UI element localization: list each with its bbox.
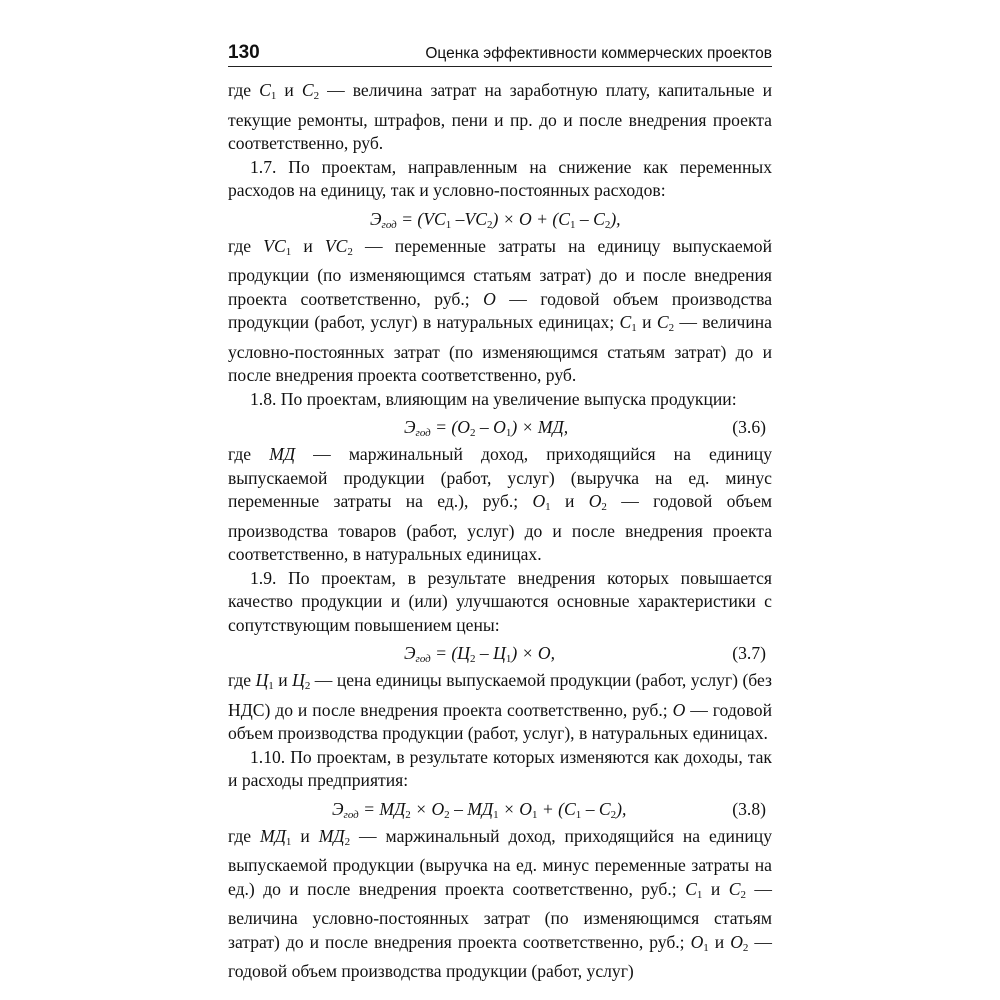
paragraph-definitions-5: где $МД_1$ и $МД_2$ — маржинальный доход, приходящийся на единицу выпускаемой продукции (выручка на ед. минус переменные затраты на ед.) до и после внедрения проекта соответственно, руб.; $С_1$ и $С_2$ — величина условно-постоянных затрат (по изменяющимся статьям затрат) до и после внедрения проекта соответственно, руб.; $О_1$ и $О_2$ — годовой объем производства продукции (работ, услуг) (228, 825, 773, 981)
formula-3-7 (228, 637, 772, 669)
paragraph-item-1-10: 1.10. По проектам, в результате которых изменяются как доходы, так и расходы предприятия: (228, 746, 772, 790)
book-page (228, 40, 772, 984)
formula-expression: $Э_{год} = (О_2 - О_1)$ × МД, (404, 417, 569, 439)
formula-expression: $Э_{год} = (VC_1$ $-VC_2) \times О + (С_1 - С_2)$, (370, 208, 621, 231)
running-header (228, 40, 772, 67)
formula-number: (3.6) (732, 417, 766, 437)
formula-number: (3.7) (732, 643, 766, 663)
paragraph-definitions-1: где $С_1$ и $С_2$ — величина затрат на заработную плату, капитальные и текущие ремонты, штрафов, пени и пр. до и после внедрения проекта соответственно, руб. (228, 80, 773, 153)
paragraph-item-1-8: 1.8. По проектам, влияющим на увеличение выпуска продукции: (250, 388, 737, 409)
paragraph-definitions-4: где $Ц_1$ и $Ц_2$ — цена единицы выпускаемой продукции (работ, услуг) (без НДС) до и после внедрения проекта соответственно, руб.; О — годовой объем производства продукции (работ, услуг), в натуральных единицах. (228, 670, 773, 743)
formula-3-6 (228, 411, 772, 443)
page-number: 130 (228, 42, 260, 63)
formula-expression: $Э_{год} = МД_2 \times О_2 - МД_1 \times О_1 + (С_1 - С_2)$, (332, 798, 627, 821)
paragraph-definitions-2: где $VC_1$ и $VC_2$ — переменные затраты на единицу выпускаемой продукции (по изменяющимся статьям затрат) до и после внедрения проекта соответственно, руб.; О — годовой объем производства продукции (работ, услуг) в натуральных единицах; $С_1$ и $С_2$ — величина условно-постоянных затрат (по изменяющимся статьям затрат) до и после внедрения проекта соответственно, руб. (228, 235, 773, 385)
formula-number: (3.8) (732, 798, 766, 819)
page-body (228, 79, 772, 984)
paragraph-item-1-9: 1.9. По проектам, в результате внедрения которых повышается качество продукции и (или) улучшаются основные характеристики с сопутствующим повышением цены: (228, 567, 772, 635)
paragraph-item-1-7: 1.7. По проектам, направленным на снижение как переменных расходов на единицу, так и условно-постоянных расходов: (228, 156, 772, 200)
formula-expression: $Э_{год} = (Ц_2 - Ц_1) \times О$, (404, 643, 555, 665)
paragraph-definitions-3: где МД — маржинальный доход, приходящийся на единицу выпускаемой продукции (работ, услуг) (выручка на ед. минус переменные затраты на ед.), руб.; $О_1$ и $О_2$ — годовой объем производства товаров (работ, услуг) до и после внедрения проекта соответственно, в натуральных единицах. (228, 444, 773, 564)
formula-3-8 (228, 793, 772, 825)
formula-1-7 (228, 203, 772, 235)
running-title: Оценка эффективности коммерческих проектов (425, 45, 772, 62)
